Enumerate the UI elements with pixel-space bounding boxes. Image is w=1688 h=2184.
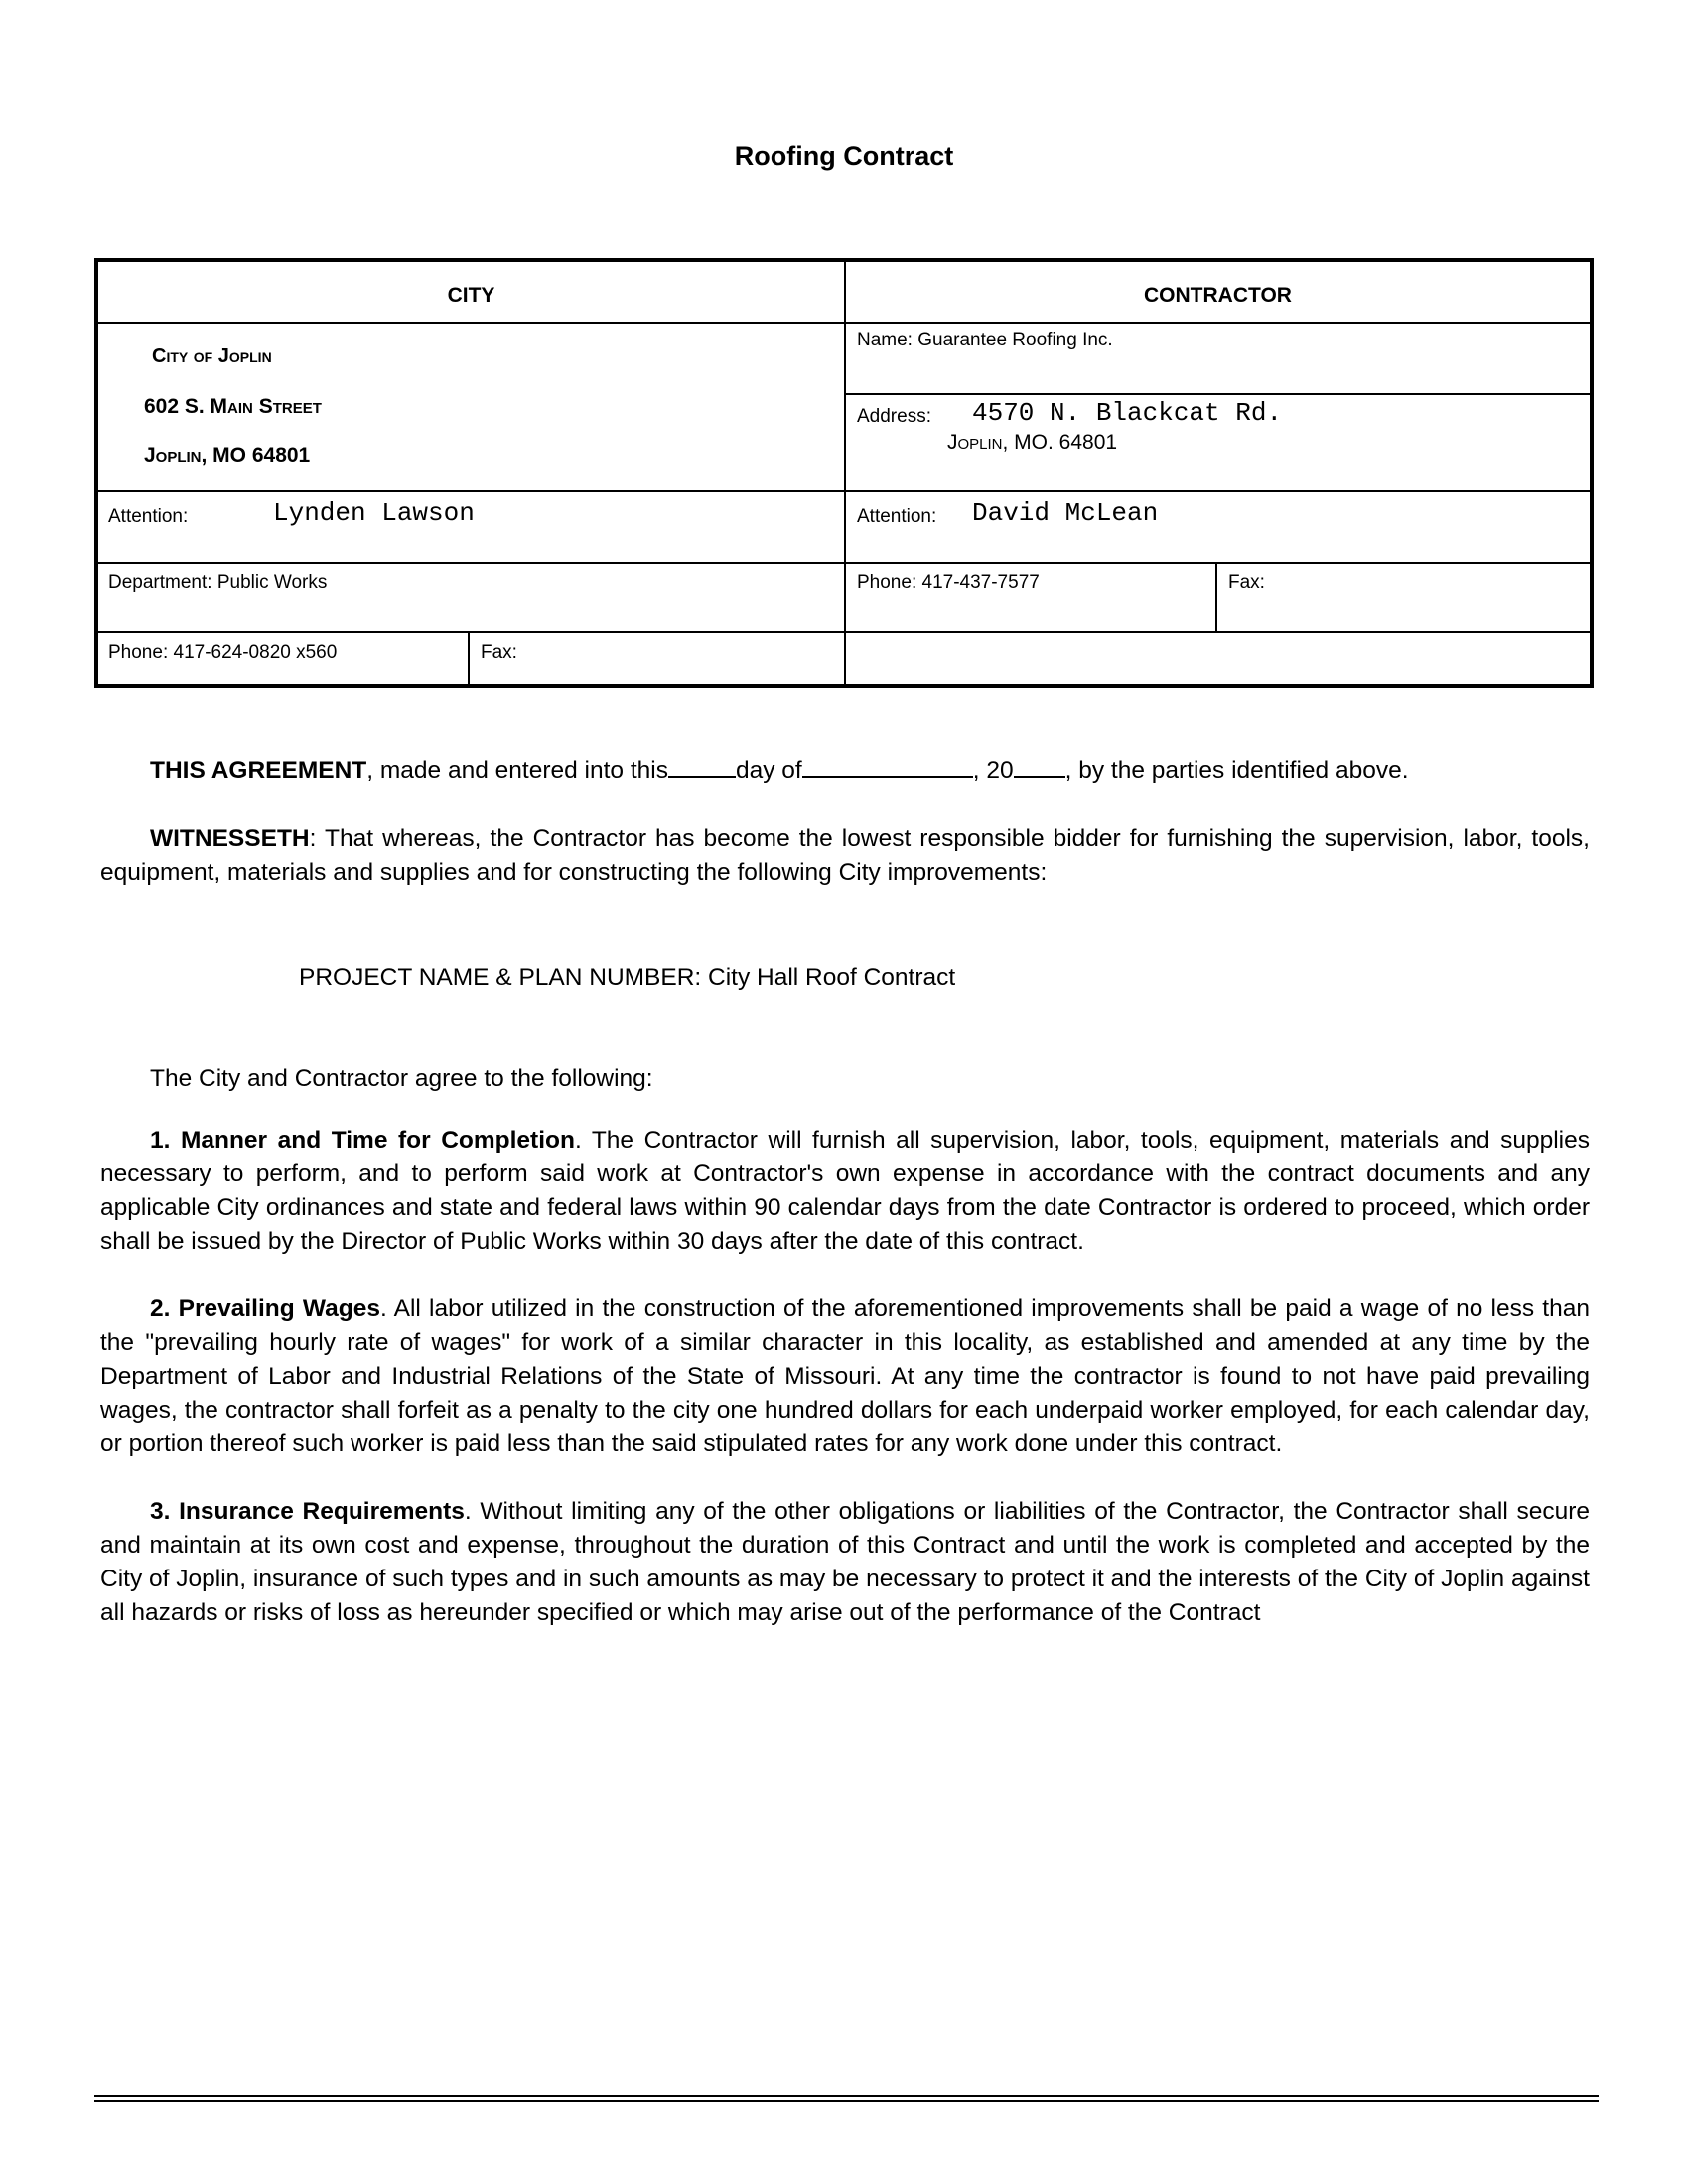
witnesseth-lead: WITNESSETH <box>150 825 310 852</box>
city-attention-value: Lynden Lawson <box>273 498 475 528</box>
footer-rule <box>94 2095 1599 2097</box>
table-divider <box>844 393 1590 395</box>
city-street: 602 S. Main Street <box>144 395 322 418</box>
city-department: Department: Public Works <box>108 572 328 593</box>
contractor-attention-value: David McLean <box>972 498 1159 528</box>
city-state-zip: Joplin, MO 64801 <box>144 444 311 467</box>
table-divider <box>468 631 470 684</box>
table-divider <box>98 631 1590 633</box>
agreement-text: , 20 <box>972 757 1014 784</box>
contractor-phone: Phone: 417-437-7577 <box>857 572 1040 593</box>
table-divider <box>98 490 1590 492</box>
agreement-text: day of <box>735 757 802 784</box>
table-divider <box>98 562 1590 564</box>
year-blank[interactable] <box>1014 754 1065 778</box>
parties-table <box>94 258 1594 688</box>
city-phone: Phone: 417-624-0820 x560 <box>108 642 338 663</box>
section-heading: 2. Prevailing Wages <box>150 1296 380 1322</box>
table-divider <box>1215 562 1217 631</box>
agreement-paragraph <box>100 754 1590 788</box>
agreement-text: , by the parties identified above. <box>1064 757 1409 784</box>
table-divider <box>98 322 1590 324</box>
contractor-address-label: Address: <box>857 406 931 427</box>
contractor-address-line1: 4570 N. Blackcat Rd. <box>972 398 1283 428</box>
section-text: . The Contractor will furnish all supervision, labor, tools, equipment, materials and supplies necessary to perform, and to perform said work at Contractor's own expense in accordance with the contract documents and any applicable City ordinances and state and federal laws within 90 calendar days from the date Contractor is ordered to proceed, which order shall be issued by the Director of Public Works within 30 days after the date of this contract. <box>100 1127 1590 1255</box>
agree-intro: The City and Contractor agree to the following: <box>150 1065 653 1092</box>
month-blank[interactable] <box>802 754 973 778</box>
agreement-text: , made and entered into this <box>366 757 668 784</box>
city-fax-label: Fax: <box>481 642 517 663</box>
footer-rule <box>94 2100 1599 2102</box>
contractor-address-line2: Joplin, MO. 64801 <box>947 431 1118 454</box>
contractor-attention-label: Attention: <box>857 506 937 527</box>
contractor-fax-label: Fax: <box>1228 572 1265 593</box>
agreement-lead: THIS AGREEMENT <box>150 757 367 784</box>
section-completion <box>100 1124 1590 1259</box>
section-heading: 3. Insurance Requirements <box>150 1498 465 1525</box>
document-title: Roofing Contract <box>734 141 954 171</box>
city-attention-label: Attention: <box>108 506 189 527</box>
contractor-name: Name: Guarantee Roofing Inc. <box>857 330 1113 350</box>
city-header: CITY <box>447 284 495 307</box>
table-divider <box>844 262 846 684</box>
section-text: . Without limiting any of the other obligations or liabilities of the Contractor, the Contractor shall secure and maintain at its own cost and expense, throughout the duration of this Contract and until the work is completed and accepted by the City of Joplin, insurance of such types and in such amounts as may be necessary to protect it and the interests of the City of Joplin against all hazards or risks of loss as hereunder specified or which may arise out of the performance of the Contract <box>100 1498 1590 1626</box>
contractor-header: CONTRACTOR <box>1144 284 1292 307</box>
witnesseth-paragraph <box>100 822 1590 889</box>
section-text: . All labor utilized in the construction of the aforementioned improvements shall be paid a wage of no less than the "prevailing hourly rate of wages" for work of a similar character in this locality, as established and amended at any time by the Department of Labor and Industrial Relations of the State of Missouri. At any time the contractor is found to not have paid prevailing wages, the contractor shall forfeit as a penalty to the city one hundred dollars for each underpaid worker employed, for each calendar day, or portion thereof such worker is paid less than the said stipulated rates for any work done under this contract. <box>100 1296 1590 1457</box>
section-prevailing-wages <box>100 1293 1590 1461</box>
witnesseth-text: : That whereas, the Contractor has become the lowest responsible bidder for furnishing the supervision, labor, tools, equipment, materials and supplies and for constructing the following City improvements: <box>100 825 1590 886</box>
city-name: City of Joplin <box>152 345 272 367</box>
section-insurance <box>100 1495 1590 1630</box>
day-blank[interactable] <box>668 754 736 778</box>
project-name: PROJECT NAME & PLAN NUMBER: City Hall Roof Contract <box>299 964 956 991</box>
section-heading: 1. Manner and Time for Completion <box>150 1127 575 1154</box>
